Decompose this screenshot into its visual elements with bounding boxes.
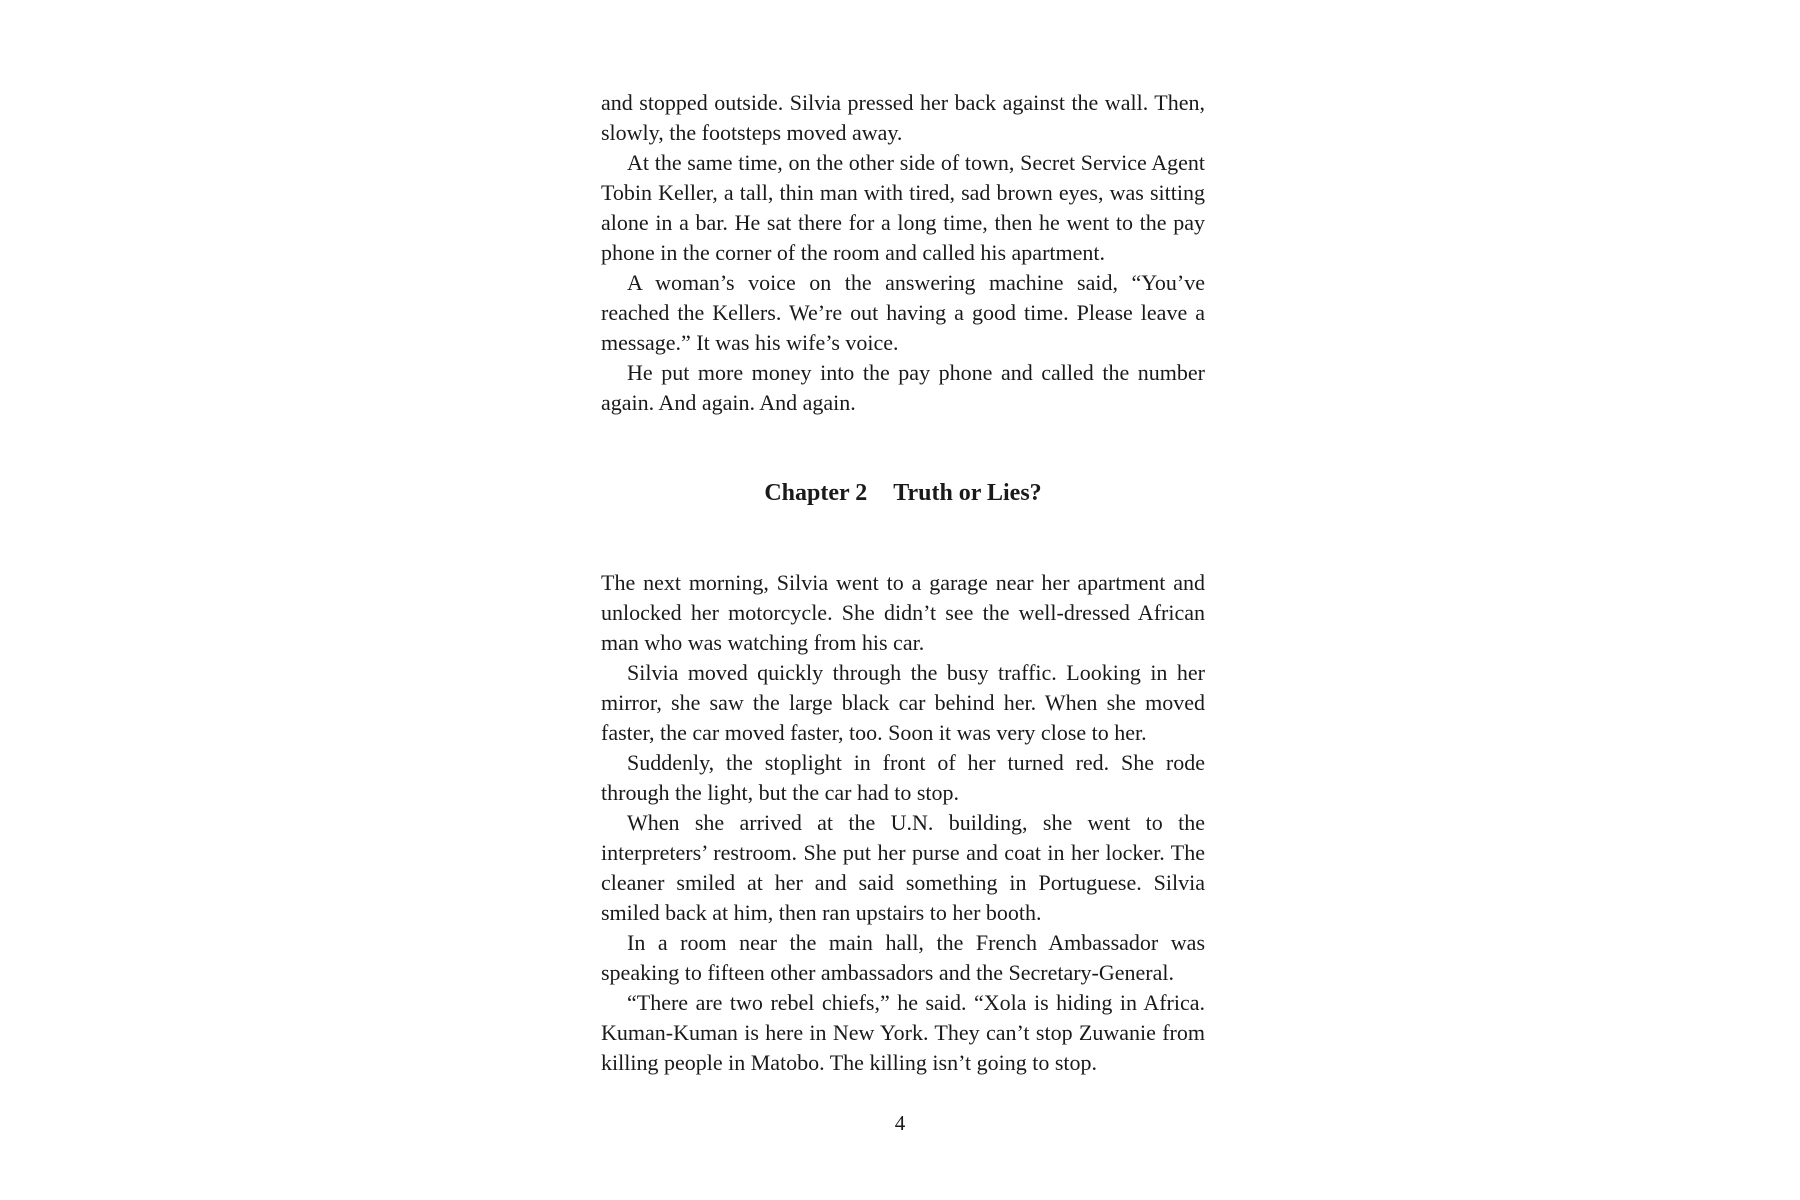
paragraph: and stopped outside. Silvia pressed her back against the wall. Then, slowly, the footsteps moved away. <box>601 90 1205 145</box>
chapter-number: Chapter 2 <box>764 480 868 506</box>
chapter-title: Truth or Lies? <box>893 480 1042 506</box>
text-column <box>601 88 1205 1078</box>
paragraph: Suddenly, the stoplight in front of her turned red. She rode through the light, but the car had to stop. <box>601 750 1205 805</box>
paragraph: A woman’s voice on the answering machine said, “You’ve reached the Kellers. We’re out having a good time. Please leave a message.” It was his wife’s voice. <box>601 270 1205 355</box>
paragraph: “There are two rebel chiefs,” he said. “Xola is hiding in Africa. Kuman-Kuman is here in New York. They can’t stop Zuwanie from killing people in Matobo. The killing isn’t going to stop. <box>601 990 1205 1075</box>
paragraph: He put more money into the pay phone and called the number again. And again. And again. <box>601 360 1205 415</box>
paragraph: In a room near the main hall, the French Ambassador was speaking to fifteen other ambassadors and the Secretary-General. <box>601 930 1205 985</box>
paragraph: Silvia moved quickly through the busy traffic. Looking in her mirror, she saw the large black car behind her. When she moved faster, the car moved faster, too. Soon it was very close to her. <box>601 660 1205 745</box>
chapter-heading <box>601 418 1205 568</box>
page-number: 4 <box>894 1111 906 1135</box>
paragraph: At the same time, on the other side of town, Secret Service Agent Tobin Keller, a tall, thin man with tired, sad brown eyes, was sitting alone in a bar. He sat there for a long time, then he went to the pay phone in the corner of the room and called his apartment. <box>601 150 1205 265</box>
paragraph: The next morning, Silvia went to a garage near her apartment and unlocked her motorcycle. She didn’t see the well-dressed African man who was watching from his car. <box>601 570 1205 655</box>
paragraph: When she arrived at the U.N. building, she went to the interpreters’ restroom. She put her purse and coat in her locker. The cleaner smiled at her and said something in Portuguese. Silvia smiled back at him, then ran upstairs to her booth. <box>601 810 1205 925</box>
